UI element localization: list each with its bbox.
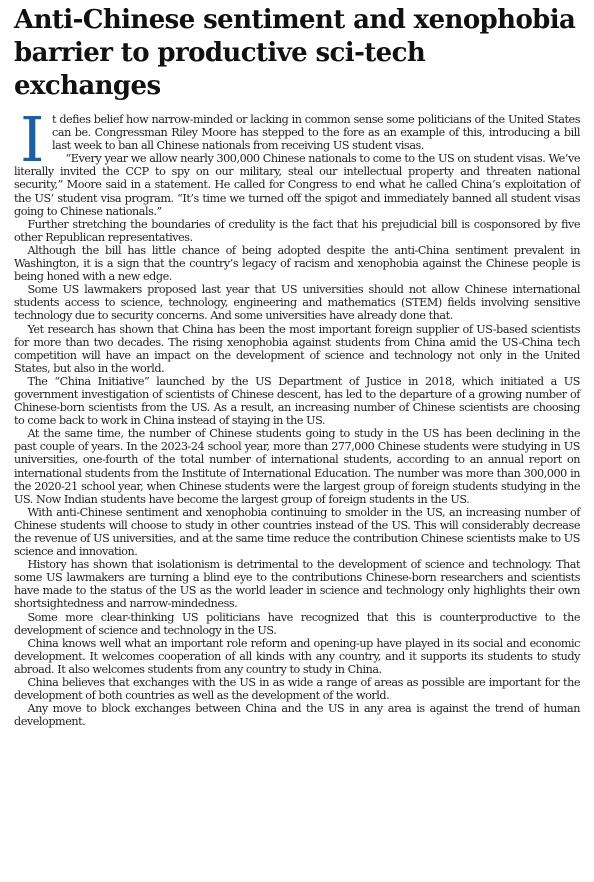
article-paragraph: The “China Initiative” launched by the US Department of Justice in 2018, which initiated a US government investigation of scientists of Chinese descent, has led to the departure of a growing number of Chinese-born scientists from the US. As a result, an increasing number of Chinese scientists are choosing to come back to work in China instead of staying in the US. xyxy=(14,374,580,428)
article-body xyxy=(14,103,580,729)
drop-cap: I xyxy=(20,103,45,176)
article-paragraph: China knows well what an important role reform and opening-up have played in its social and economic development. It welcomes cooperation of all kinds with any country, and it supports its students to study abroad. It also welcomes students from any country to study in China. xyxy=(14,636,580,676)
article-paragraph: China believes that exchanges with the US in as wide a range of areas as possible are important for the development of both countries as well as the development of the world. xyxy=(14,676,580,703)
article-paragraph: Yet research has shown that China has been the most important foreign supplier of US-based scientists for more than two decades. The rising xenophobia against students from China amid the US-China tech competition will have an impact on the development of science and technology not only in the United States, but also in the world. xyxy=(14,322,580,375)
article-paragraph: Although the bill has little chance of being adopted despite the anti-China sentiment prevalent in Washington, it is a sign that the country’s legacy of racism and xenophobia against the Chinese people is being honed with a new edge. xyxy=(14,243,580,284)
article-paragraph: Some more clear-thinking US politicians have recognized that this is counterproductive to the development of science and technology in the US. xyxy=(14,610,580,637)
article-paragraph: With anti-Chinese sentiment and xenophobia continuing to smolder in the US, an increasing number of Chinese students will choose to study in other countries instead of the US. This will considerably decrease the revenue of US universities, and at the same time reduce the contribution Chinese scientists make to US science and innovation. xyxy=(14,505,580,559)
lead-text: t defies belief how narrow-minded or lacking in common sense some politicians of the United States can be. Congressman Riley Moore has stepped to the fore as an example of this, introducing a bill last week to ban all Chinese nationals from receiving US student visas. xyxy=(52,113,580,153)
article-paragraph: Further stretching the boundaries of credulity is the fact that his prejudicial bill is cosponsored by five other Republican representatives. xyxy=(14,217,580,244)
article-paragraph: History has shown that isolationism is detrimental to the development of science and technology. That some US lawmakers are turning a blind eye to the contributions Chinese-born researchers and scientists have made to the status of the US as the world leader in science and technology only highlights their own shortsightedness and narrow-mindedness. xyxy=(14,558,580,611)
lead-paragraph xyxy=(14,103,580,176)
article-paragraph: At the same time, the number of Chinese students going to study in the US has been declining in the past couple of years. In the 2023-24 school year, more than 277,000 Chinese students were studying in US universities, one-fourth of the total number of international students, according to an annual report on international students from the Institute of International Education. The number was more than 300,000 in the 2020-21 school year, when Chinese students were the largest group of foreign students studying in the US. Now Indian students have become the largest group of foreign students in the US. xyxy=(14,427,580,506)
article-paragraph: “Every year we allow nearly 300,000 Chinese nationals to come to the US on student visas. We’ve literally invited the CCP to spy on our military, steal our intellectual property and threaten national security,” Moore said in a statement. He called for Congress to end what he called China’s exploitation of the US’ student visa program. “It’s time we turned off the spigot and immediately banned all student visas going to Chinese nationals.” xyxy=(14,152,580,218)
article-paragraph: Some US lawmakers proposed last year that US universities should not allow Chinese international students access to science, technology, engineering and mathematics (STEM) fields involving sensitive technology due to security concerns. And some universities have already done that. xyxy=(14,283,580,323)
article-paragraph: Any move to block exchanges between China and the US in any area is against the trend of human development. xyxy=(14,702,580,729)
headline: Anti-Chinese sentiment and xenophobia barrier to productive sci-tech exchanges xyxy=(14,5,576,101)
